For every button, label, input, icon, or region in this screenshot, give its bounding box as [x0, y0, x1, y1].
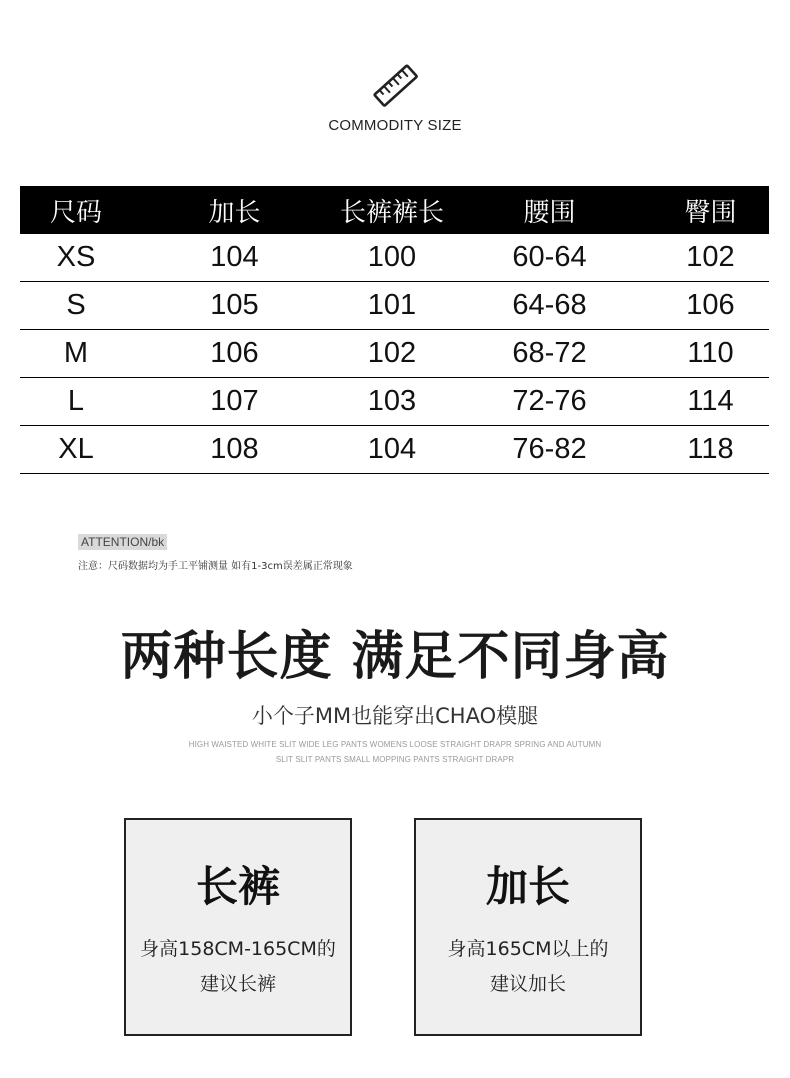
table-row	[20, 330, 769, 378]
cell-pants-length: 103	[367, 385, 417, 417]
card-height-range: 身高165CM以上的	[447, 938, 609, 960]
attention-note: 注意：尺码数据均为手工平铺测量 如有1-3cm误差属正常现象	[78, 561, 353, 572]
card-recommendation: 建议加长	[489, 973, 566, 995]
cell-pants-length: 101	[367, 289, 417, 321]
cell-size: XS	[56, 241, 96, 273]
cell-waist: 68-72	[512, 337, 587, 369]
cell-extended-length: 107	[210, 385, 259, 417]
cell-hip: 106	[686, 289, 735, 321]
card-title: 加长	[485, 862, 570, 911]
cell-pants-length: 102	[367, 337, 417, 369]
cell-waist: 76-82	[512, 433, 587, 465]
cell-hip: 102	[686, 241, 735, 273]
ruler-icon	[370, 62, 422, 110]
cell-waist: 64-68	[512, 289, 587, 321]
attention-tag: ATTENTION/bk	[78, 534, 167, 550]
table-row	[20, 282, 769, 330]
cell-hip: 114	[687, 385, 734, 417]
cell-extended-length: 105	[210, 289, 259, 321]
col-header-extended-length: 加长	[208, 197, 261, 228]
cell-size: S	[66, 289, 86, 321]
cell-waist: 60-64	[512, 241, 587, 273]
cell-waist: 72-76	[512, 385, 587, 417]
table-header	[20, 186, 769, 234]
col-header-waist: 腰围	[523, 197, 576, 228]
col-header-size: 尺码	[49, 197, 102, 228]
table-row	[20, 426, 769, 474]
cell-pants-length: 100	[367, 241, 417, 273]
cell-pants-length: 104	[367, 433, 417, 465]
section-title: COMMODITY SIZE	[328, 117, 462, 134]
cell-extended-length: 108	[210, 433, 259, 465]
cell-extended-length: 106	[210, 337, 259, 369]
english-caption-line2: SLIT SLIT PANTS SMALL MOPPING PANTS STRAIGHT DRAPR	[275, 755, 515, 764]
cell-extended-length: 104	[210, 241, 259, 273]
cell-size: XL	[58, 433, 94, 465]
length-card-regular	[124, 818, 352, 1036]
promo-headline: 两种长度 满足不同身高	[120, 627, 670, 687]
english-caption-line1: HIGH WAISTED WHITE SLIT WIDE LEG PANTS WOMENS LOOSE STRAIGHT DRAPR SPRING AND AUTUMN	[188, 740, 602, 749]
cell-size: M	[63, 337, 89, 369]
size-table	[20, 186, 769, 474]
card-title: 长裤	[195, 862, 280, 911]
cell-hip: 118	[687, 433, 734, 465]
promo-subhead: 小个子MM也能穿出CHAO模腿	[251, 704, 539, 728]
col-header-pants-length: 长裤裤长	[339, 197, 444, 228]
cell-size: L	[67, 385, 85, 417]
card-height-range: 身高158CM-165CM的	[140, 938, 336, 960]
table-row	[20, 378, 769, 426]
table-row	[20, 234, 769, 282]
col-header-hip: 臀围	[684, 197, 737, 228]
card-recommendation: 建议长裤	[199, 973, 276, 995]
cell-hip: 110	[687, 337, 734, 369]
length-card-extended	[414, 818, 642, 1036]
